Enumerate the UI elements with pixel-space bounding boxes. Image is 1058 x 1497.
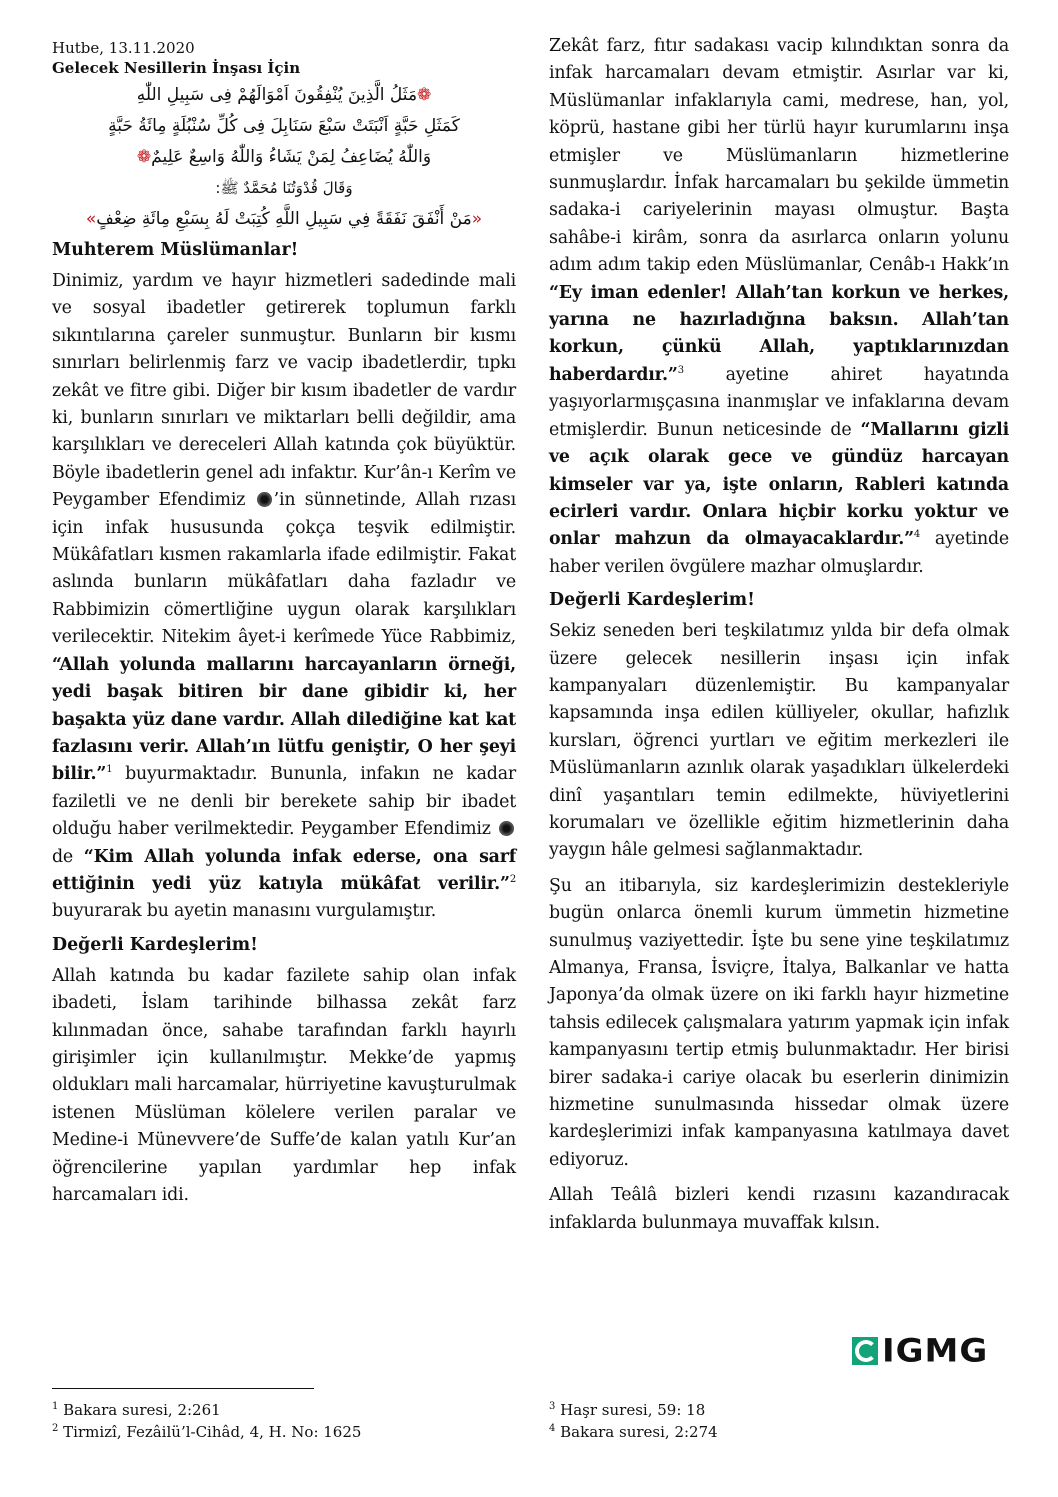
paragraph-3: Zekât farz, fıtır sadakası vacip kılındıktan sonra da infak harcamaları devam etmiştir. Asırlar var ki, Müslümanlar infaklarıyla cami, medrese, han, yol, köprü, hastane gibi her türlü hayır kurumlarını inşa etmişler ve Müslümanların hizmetlerine sunmuşlardır. İnfak harcamaları bu şekilde ümmetin sadaka-i cariyelerinin mayası olmuştur. Başta sahâbe-i kirâm, sonra da asırlarca onların yolunu adım adım takip eden Müslümanlar, Cenâb-ı Hakk’ın “Ey iman edenler! Allah’tan korkun ve herkes, yarına ne hazırladığına baksın. Allah’tan korkun, çünkü Allah, yaptıklarınızdan haberdardır.”$^3$ ayetine ahiret hayatında yaşıyorlarmışçasına inanmışlar ve infaklarına devam etmişlerdir. Bunun neticesinde de “Mallarını gizli ve açık olarak gece ve gündüz harcayan kimseler var ya, işte onların, Rableri katında ecirleri vardır. Onlara hiçbir korku yoktur ve onlar mahzun da olmayacaklardır.”$^4$ ayetinde haber verilen övgülere mazhar olmuşlardır. xyxy=(549,36,1009,577)
paragraph-4: Sekiz seneden beri teşkilatımız yılda bir defa olmak üzere gelecek nesillerin inşası için infak kampanyaları düzenlemiştir. Bu kampanyalar kapsamında inşa edilen külliyeler, okullar, hafızlık kursları, öğrenci yurtları ve eğitim merkezleri ile Müslümanların azınlık olarak yaşadıkları ülkelerdeki dinî yaşantıları temin edilmekte, hüviyetlerini korumaları ve özellikle eğitim hizmetlerinin daha yaygın hâle gelmesi sağlanmaktadır. xyxy=(549,621,1009,861)
section-heading-2: Değerli Kardeşlerim! xyxy=(52,934,258,955)
footnote-1: $^1$ Bakara suresi, 2:261 xyxy=(52,1401,221,1419)
section-heading-3: Değerli Kardeşlerim! xyxy=(549,590,755,611)
igmg-logo xyxy=(852,1332,989,1370)
arabic-verse-line-2: كَمَثَلِ حَبَّةٍ اَنْبَتَتْ سَبْعَ سَنَابِلَ فِى كُلِّ سُنْبُلَةٍ مِائَةُ حَبَّةٍ xyxy=(108,116,460,136)
footnotes-right xyxy=(549,1399,718,1443)
arabic-verse-line-1: ❁مَثَلُ الَّذِينَ يُنْفِقُونَ اَمْوَالَهُمْ فِى سَبِيلِ اللّٰهِ xyxy=(136,85,432,105)
verse-open-ornament-icon: ❁ xyxy=(417,85,432,105)
sallallahu-aleyhi-vesellem-icon xyxy=(499,821,514,836)
paragraph-1: Dinimiz, yardım ve hayır hizmetleri sadedinde mali ve sosyal ibadetler getirerek toplumun farklı sıkıntılarına çareler sunmuştur. Bunların bir kısmı sınırları belirlenmiş farz ve vacip ibadetlerdir, tıpkı zekât ve fitre gibi. Diğer bir kısım ibadetler de vardır ki, bunların sınırları ve miktarları belli değildir, ama karşılıkları ve dereceleri Allah katında çok büyüktür. Böyle ibadetlerin genel adı infaktır. Kur’ân-ı Kerîm ve Peygamber Efendimiz ’in sünnetinde, Allah rızası için infak hususunda çokça teşvik edilmiştir. Mükâfatları kısmen rakamlarla ifade edilmiştir. Fakat aslında bunların mükâfatları daha fazladır ve Rabbimizin cömertliğine uygun olarak karşılıkları verilecektir. Nitekim âyet-i kerîmede Yüce Rabbimiz, “Allah yolunda mallarını harcayanların örneği, yedi başak bitiren bir dane gibidir ki, her başakta yüz dane vardır. Allah dilediğine kat kat fazlasını verir. Allah’ın lütfu geniştir, O her şeyi bilir.”$^1$ buyurmaktadır. Bununla, infakın ne kadar faziletli ve ne denli bir berekete sahip bir ibadet olduğu haber verilmektedir. Peygamber Efendimiz de “Kim Allah yolunda infak ederse, ona sarf ettiğinin yedi yüz katıyla mükâfat verilir.”$^2$ buyurarak bu ayetin manasını vurgulamıştır. xyxy=(52,271,516,922)
sermon-title: Gelecek Nesillerin İnşası İçin xyxy=(52,59,301,77)
arabic-verse-block xyxy=(52,80,516,235)
arabic-verse-line-3: وَاللّٰهُ يُضَاعِفُ لِمَنْ يَشَاءُ وَاللّٰهُ وَاسِعٌ عَلِيمٌ❁ xyxy=(136,147,432,167)
paragraph-6: Allah Teâlâ bizleri kendi rızasını kazandıracak infaklarda bulunmaya muvaffak kılsın. xyxy=(549,1185,1009,1233)
footnote-ref-2[interactable]: 2 xyxy=(509,874,516,886)
footnote-2: $^2$ Tirmizî, Fezâilü’l-Cihâd, 4, H. No: 1625 xyxy=(52,1423,362,1441)
arabic-hadith-intro: وَقَالَ قُدْوَتُنَا مُحَمَّدٌ ﷺ: xyxy=(215,179,353,197)
sallallahu-aleyhi-vesellem-icon xyxy=(257,492,272,507)
footnote-ref-1[interactable]: 1 xyxy=(106,764,113,776)
quran-quote-2: “Ey iman edenler! Allah’tan korkun ve herkes, yarına ne hazırladığına baksın. Allah’tan korkun, çünkü Allah, yaptıklarınızdan haberdardır.” xyxy=(549,282,1009,385)
footnote-4: $^4$ Bakara suresi, 2:274 xyxy=(549,1423,718,1441)
quran-quote-3: “Mallarını gizli ve açık olarak gece ve gündüz harcayan kimseler var ya, işte onların, Rableri katında ecirleri vardır. Onlara hiçbir korku yoktur ve onlar mahzun da olmayacaklardır.” xyxy=(549,419,1009,550)
footnote-divider xyxy=(52,1388,314,1389)
hadith-quote-1: “Kim Allah yolunda infak ederse, ona sarf ettiğinin yedi yüz katıyla mükâfat verilir.” xyxy=(52,846,516,894)
section-heading-1: Muhterem Müslümanlar! xyxy=(52,240,299,260)
footnote-3: $^3$ Haşr suresi, 59: 18 xyxy=(549,1401,706,1419)
quran-quote-1: “Allah yolunda mallarını harcayanların örneği, yedi başak bitiren bir dane gibidir ki, her başakta yüz dane vardır. Allah dilediğine kat kat fazlasını verir. Allah’ın lütfu geniştir, O her şeyi bilir.” xyxy=(52,654,516,785)
arabic-hadith-line: «مَنْ أَنْفَقَ نَفَقَةً فِي سَبِيلِ اللَّهِ كُتِبَتْ لَهُ بِسَبْعِ مِائَةِ ضِعْفٍ» xyxy=(85,209,483,229)
left-column xyxy=(52,38,516,1209)
paragraph-2: Allah katında bu kadar fazilete sahip olan infak ibadeti, İslam tarihinde bilhassa zekât farz kılınmadan önce, sahabe tarafından farklı hayırlı girişimler için kullanılmıştır. Mekke’de yapmış oldukları mali harcamalar, hürriyetine kavuşturulmak istenen Müslüman kölelere verilen paralar ve Medine-i Münevvere’de Suffe’de kalan yatılı Kur’an öğrencilerine yapılan yardımlar hep infak harcamaları idi. xyxy=(52,965,516,1205)
logo-text: IGMG xyxy=(882,1332,989,1370)
footnote-ref-4[interactable]: 4 xyxy=(913,529,921,541)
sermon-date: Hutbe, 13.11.2020 xyxy=(52,39,195,57)
verse-close-ornament-icon: ❁ xyxy=(136,147,152,167)
right-column xyxy=(549,33,1009,1237)
footnotes-left xyxy=(52,1399,361,1443)
crescent-globe-icon xyxy=(852,1337,878,1365)
paragraph-5: Şu an itibarıyla, siz kardeşlerimizin destekleriyle bugün onlarca önemli kurum ümmetin hizmetine sunulmuş vaziyettedir. İşte bu sene yine teşkilatımız Almanya, Fransa, İsviçre, İtalya, Balkanlar ve hatta Japonya’da olmak üzere on iki farklı hayır hizmetine tahsis edilecek çalışmalara yatırım yapmak için infak kampanyasını tertip etmiş bulunmaktadır. Her birisi birer sadaka-i cariye olacak bu eserlerin dinimizin hizmetine sunulmasında hissedar olmak üzere kardeşlerimizi infak kampanyasına katılmaya davet ediyoruz. xyxy=(549,875,1009,1170)
footnote-ref-3[interactable]: 3 xyxy=(677,365,684,377)
